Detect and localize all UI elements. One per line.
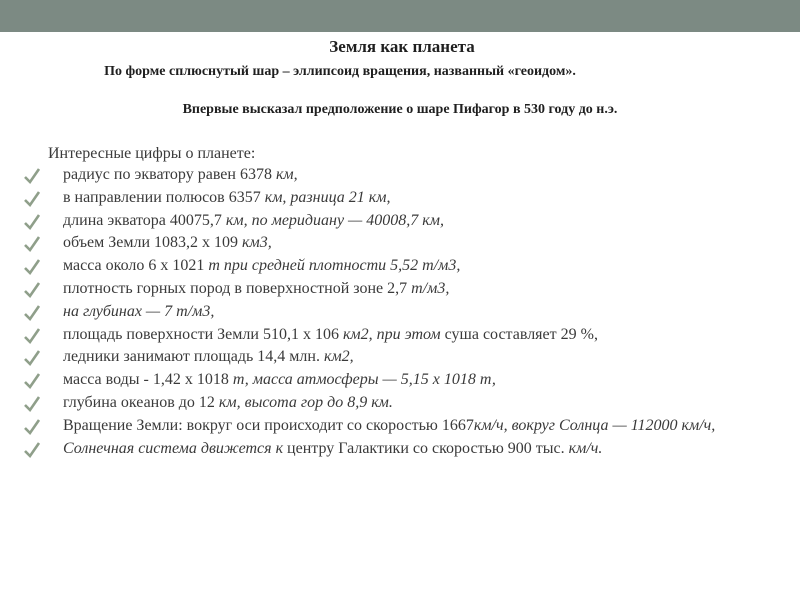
checkmark-icon xyxy=(23,438,41,460)
list-item: плотность горных пород в поверхностной зоне 2,7 т/м3, xyxy=(20,278,780,301)
checkmark-icon xyxy=(23,255,41,277)
list-item: глубина океанов до 12 км, высота гор до 8,9 км. xyxy=(20,392,780,415)
list-item: в направлении полюсов 6357 км, разница 21 км, xyxy=(20,187,780,210)
checkmark-icon xyxy=(23,210,41,232)
facts-list xyxy=(20,164,780,460)
top-banner xyxy=(0,0,800,32)
list-item: масса воды - 1,42 х 1018 т, масса атмосферы — 5,15 х 1018 т, xyxy=(20,369,780,392)
page-title: Земля как планета xyxy=(329,37,475,56)
checkmark-icon xyxy=(23,187,41,209)
list-item: площадь поверхности Земли 510,1 х 106 км2, при этом суша составляет 29 %, xyxy=(20,324,780,347)
list-item: масса около 6 х 1021 т при средней плотности 5,52 т/м3, xyxy=(20,255,780,278)
intro-text: Интересные цифры о планете: xyxy=(48,145,256,162)
list-item: длина экватора 40075,7 км, по меридиану — 40008,7 км, xyxy=(20,210,780,233)
checkmark-icon xyxy=(23,232,41,254)
checkmark-icon xyxy=(23,301,41,323)
list-item: на глубинах — 7 т/м3, xyxy=(20,301,780,324)
list-item: ледники занимают площадь 14,4 млн. км2, xyxy=(20,346,780,369)
checkmark-icon xyxy=(23,164,41,186)
checkmark-icon xyxy=(23,392,41,414)
checkmark-icon xyxy=(23,346,41,368)
checkmark-icon xyxy=(23,278,41,300)
checkmark-icon xyxy=(23,369,41,391)
subtitle-pythagoras: Впервые высказал предположение о шаре Пифагор в 530 году до н.э. xyxy=(182,102,618,117)
list-item: радиус по экватору равен 6378 км, xyxy=(20,164,780,187)
checkmark-icon xyxy=(23,324,41,346)
subtitle-geoid: По форме сплюснутый шар – эллипсоид вращения, названный «геоидом». xyxy=(104,64,576,79)
list-item: Вращение Земли: вокруг оси происходит со скоростью 1667км/ч, вокруг Солнца — 112000 км/ч, xyxy=(20,415,780,438)
list-item: объем Земли 1083,2 х 109 км3, xyxy=(20,232,780,255)
list-item: Солнечная система движется к центру Галактики со скоростью 900 тыс. км/ч. xyxy=(20,438,780,461)
checkmark-icon xyxy=(23,415,41,437)
